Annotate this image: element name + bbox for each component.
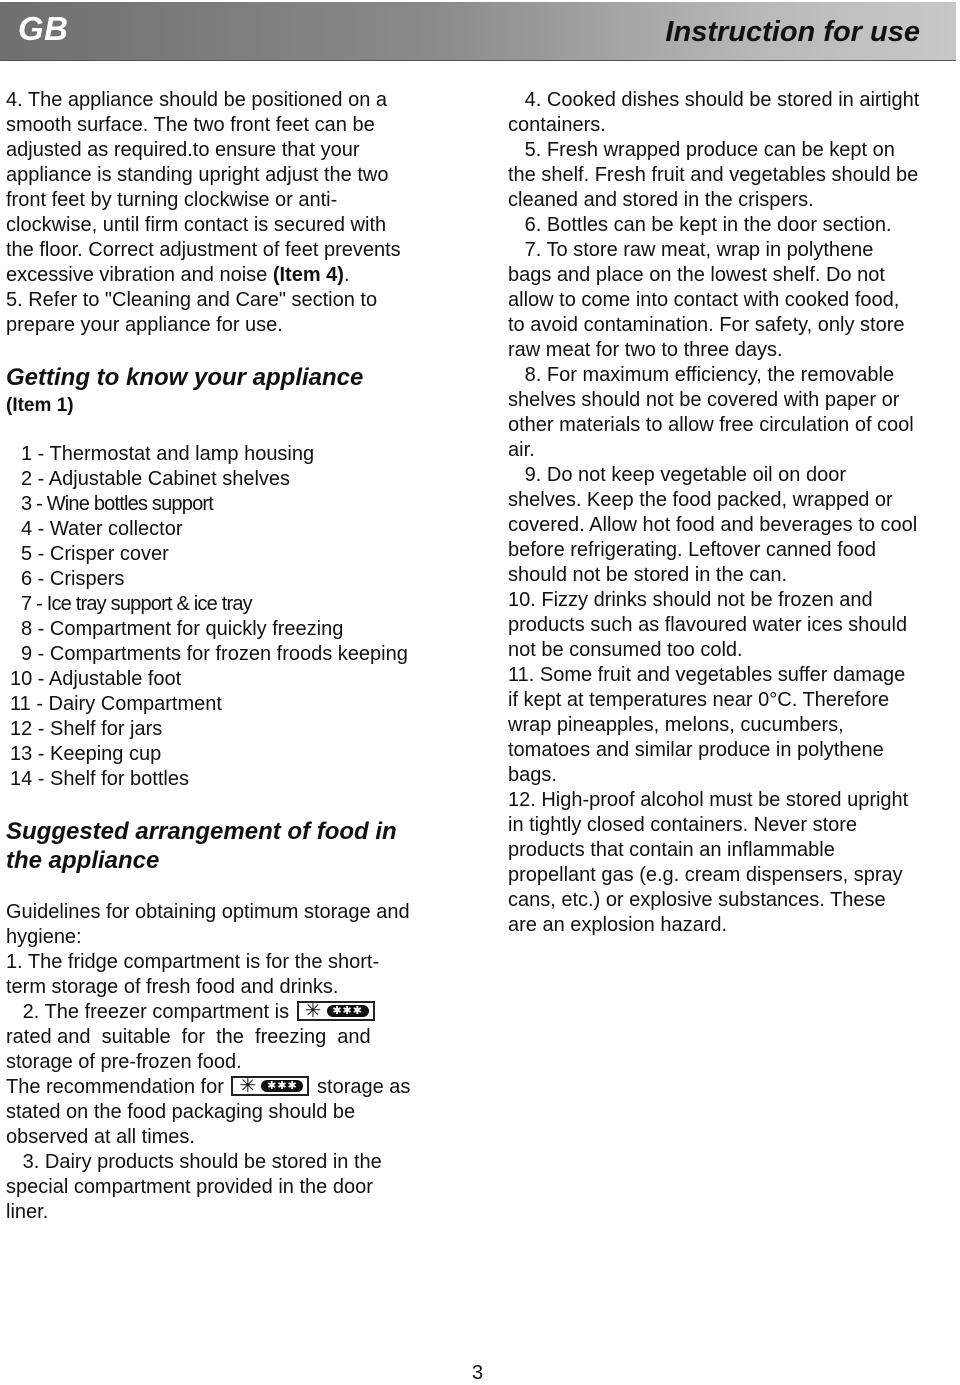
text-line: observed at all times. <box>6 1126 195 1148</box>
text-line: propellant gas (e.g. cream dispensers, spray <box>508 864 903 886</box>
list-item: 1 - Thermostat and lamp housing <box>21 443 315 465</box>
text-fragment: 2. The freezer compartment is <box>6 1001 290 1023</box>
text-line: allow to come into contact with cooked food, <box>508 289 900 311</box>
item-reference: (Item 4) <box>272 264 344 286</box>
freezer-star-rating-icon: ✳ ✱✱✱ <box>231 1076 309 1096</box>
text-line: 3. Dairy products should be stored in the <box>6 1151 382 1173</box>
list-item: 10 - Adjustable foot <box>10 668 182 690</box>
text-line: 4. Cooked dishes should be stored in airtight <box>508 89 920 111</box>
text-line: containers. <box>508 114 606 136</box>
list-item: 8 - Compartment for quickly freezing <box>21 618 344 640</box>
text-line: if kept at temperatures near 0°C. Therefore <box>508 689 890 711</box>
text-line: 12. High-proof alcohol must be stored upright <box>508 789 909 811</box>
text-line: hygiene: <box>6 926 82 948</box>
section-heading: Getting to know your appliance <box>6 364 364 391</box>
list-item: 14 - Shelf for bottles <box>10 768 189 790</box>
list-item: 2 - Adjustable Cabinet shelves <box>21 468 291 490</box>
text-line: before refrigerating. Leftover canned food <box>508 539 877 561</box>
text-line: special compartment provided in the door <box>6 1176 373 1198</box>
list-item: 6 - Crispers <box>21 568 125 590</box>
list-item: 7 - Ice tray support & ice tray <box>21 593 252 615</box>
text-line: bags and place on the lowest shelf. Do not <box>508 264 885 286</box>
text-line: 11. Some fruit and vegetables suffer damage <box>508 664 906 686</box>
text-line: appliance is standing upright adjust the two <box>6 164 389 186</box>
text-line: in tightly closed containers. Never store <box>508 814 858 836</box>
text-line: cans, etc.) or explosive substances. These <box>508 889 886 911</box>
page-header <box>0 0 960 60</box>
text-line: 10. Fizzy drinks should not be frozen and <box>508 589 873 611</box>
text-line: not be consumed too cold. <box>508 639 743 661</box>
list-item: 11 - Dairy Compartment <box>10 693 222 715</box>
text-line: adjusted as required.to ensure that your <box>6 139 360 161</box>
text-line: Guidelines for obtaining optimum storage and <box>6 901 410 923</box>
text-line <box>6 263 350 288</box>
text-fragment: . <box>343 264 350 286</box>
text-line: 5. Refer to "Cleaning and Care" section to <box>6 289 378 311</box>
text-line <box>6 1000 377 1025</box>
text-line: prepare your appliance for use. <box>6 314 283 336</box>
text-line: stated on the food packaging should be <box>6 1101 356 1123</box>
text-line: 6. Bottles can be kept in the door section. <box>508 214 892 236</box>
text-line: term storage of fresh food and drinks. <box>6 976 339 998</box>
text-line: 8. For maximum efficiency, the removable <box>508 364 895 386</box>
text-line: shelves should not be covered with paper or <box>508 389 900 411</box>
text-line: front feet by turning clockwise or anti- <box>6 189 338 211</box>
text-line: bags. <box>508 764 557 786</box>
language-code: GB <box>18 10 69 47</box>
text-fragment: The recommendation for <box>6 1076 224 1098</box>
freezer-star-rating-icon: ✳ ✱✱✱ <box>297 1001 375 1021</box>
text-line: products that contain an inflammable <box>508 839 835 861</box>
text-line: liner. <box>6 1201 49 1223</box>
text-line: air. <box>508 439 535 461</box>
text-fragment: storage as <box>317 1076 411 1098</box>
text-line: should not be stored in the can. <box>508 564 788 586</box>
text-line: are an explosion hazard. <box>508 914 728 936</box>
text-line: 7. To store raw meat, wrap in polythene <box>508 239 874 261</box>
text-line: shelves. Keep the food packed, wrapped or <box>508 489 893 511</box>
document-title: Instruction for use <box>665 16 920 48</box>
list-item: 4 - Water collector <box>21 518 183 540</box>
text-line: raw meat for two to three days. <box>508 339 783 361</box>
text-line: 5. Fresh wrapped produce can be kept on <box>508 139 895 161</box>
text-line: covered. Allow hot food and beverages to cool <box>508 514 918 536</box>
text-line: the floor. Correct adjustment of feet prevents <box>6 239 401 261</box>
page-number: 3 <box>472 1362 484 1384</box>
list-item: 9 - Compartments for frozen froods keeping <box>21 643 408 665</box>
list-item: 12 - Shelf for jars <box>10 718 163 740</box>
text-line: storage of pre-frozen food. <box>6 1051 242 1073</box>
text-line: other materials to allow free circulation of cool <box>508 414 914 436</box>
text-line: 4. The appliance should be positioned on a <box>6 89 388 111</box>
text-line: 1. The fridge compartment is for the short- <box>6 951 380 973</box>
text-line: products such as flavoured water ices should <box>508 614 908 636</box>
section-heading: the appliance <box>6 847 160 874</box>
text-line <box>6 1075 410 1100</box>
section-subheading: (Item 1) <box>6 395 74 416</box>
list-item: 13 - Keeping cup <box>10 743 162 765</box>
section-heading: Suggested arrangement of food in <box>6 818 397 845</box>
text-line: tomatoes and similar produce in polythene <box>508 739 884 761</box>
text-line: 9. Do not keep vegetable oil on door <box>508 464 847 486</box>
text-line: to avoid contamination. For safety, only store <box>508 314 905 336</box>
list-item: 3 - Wine bottles support <box>21 493 214 515</box>
text-fragment: excessive vibration and noise <box>6 264 273 286</box>
text-line: smooth surface. The two front feet can be <box>6 114 375 136</box>
text-line: the shelf. Fresh fruit and vegetables should be <box>508 164 919 186</box>
text-line: wrap pineapples, melons, cucumbers, <box>508 714 844 736</box>
list-item: 5 - Crisper cover <box>21 543 169 565</box>
text-line: rated and suitable for the freezing and <box>6 1026 371 1048</box>
text-line: cleaned and stored in the crispers. <box>508 189 814 211</box>
text-line: clockwise, until firm contact is secured with <box>6 214 387 236</box>
